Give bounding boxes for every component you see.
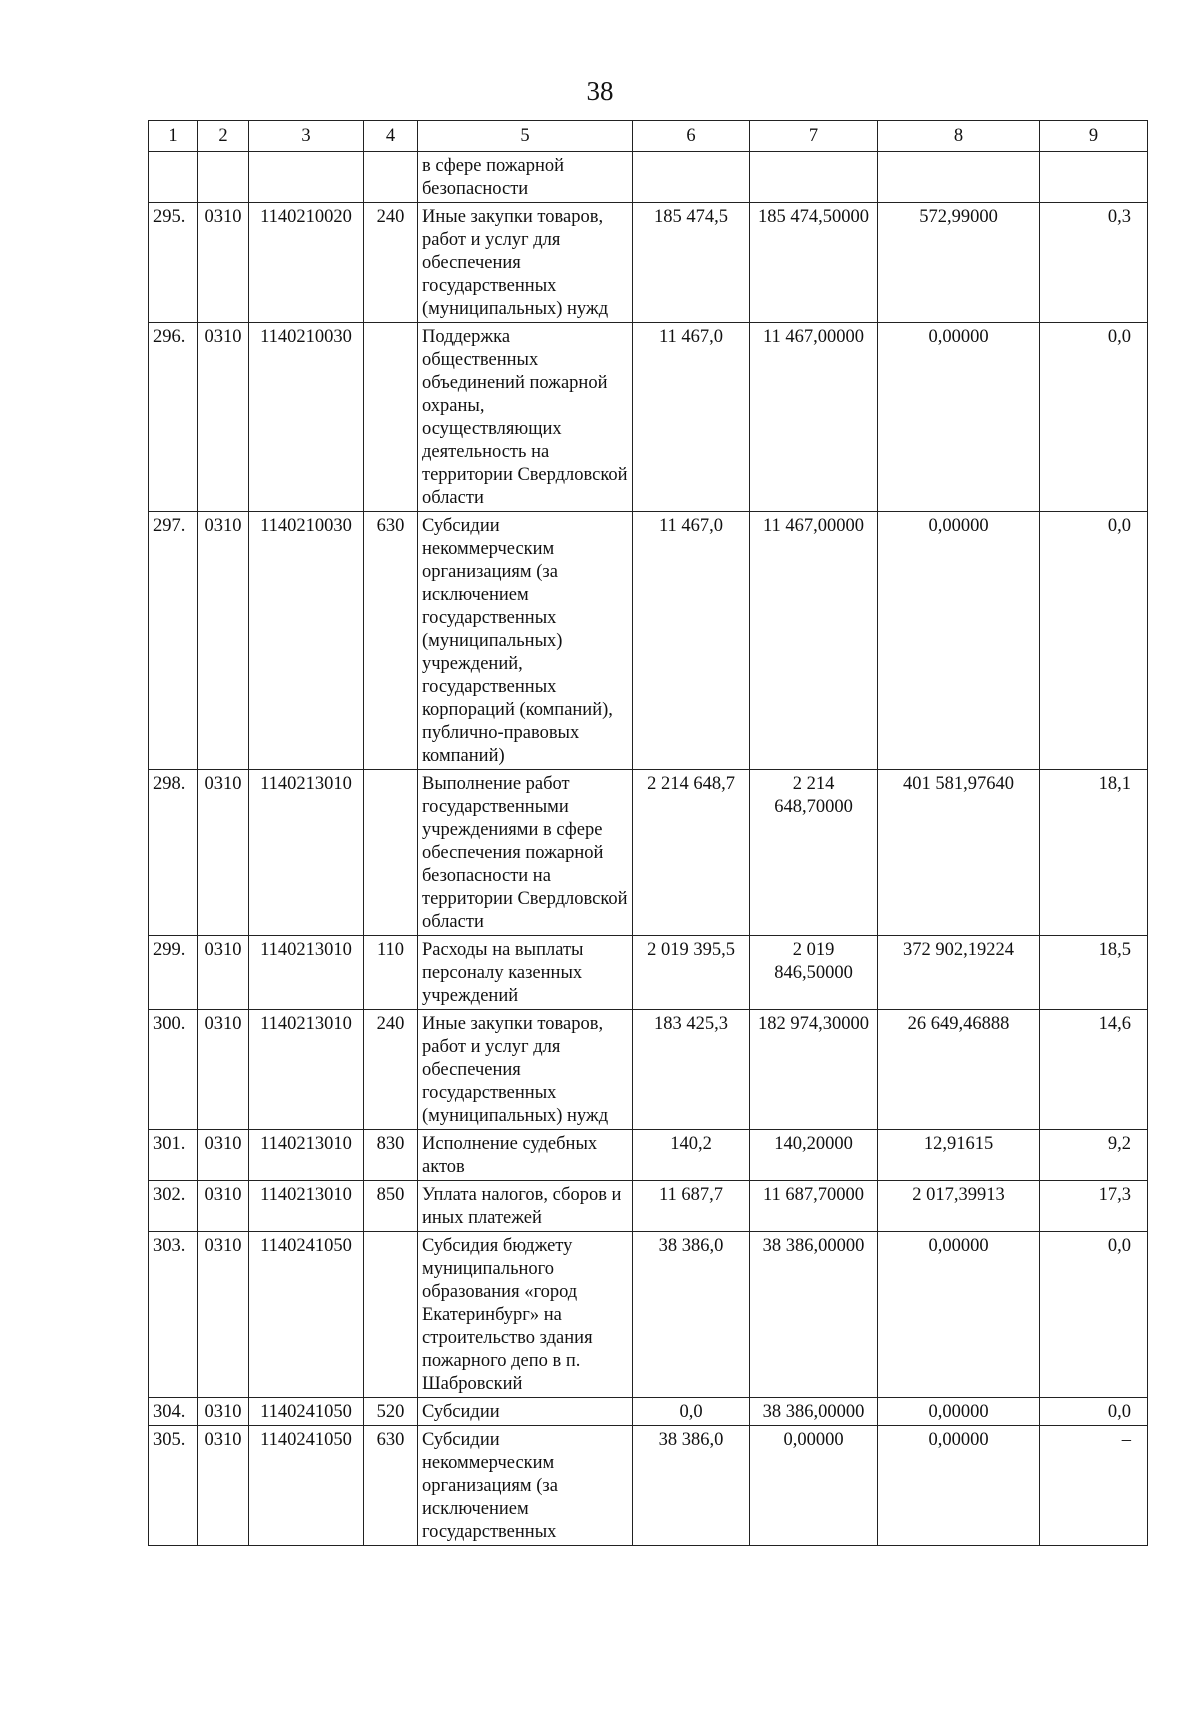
section-code: 0310: [198, 1398, 249, 1426]
table-row: [149, 1426, 1148, 1546]
execution-percent: 14,6: [1040, 1010, 1148, 1130]
executed-amount: 0,00000: [878, 1398, 1040, 1426]
table-row: [149, 512, 1148, 770]
item-name: Иные закупки товаров, работ и услуг для обеспечения государственных (муниципальных) нужд: [418, 203, 633, 323]
section-code: 0310: [198, 1426, 249, 1546]
section-code: 0310: [198, 936, 249, 1010]
item-name: Субсидии некоммерческим организациям (за исключением государственных (муниципальных) учреждений, государственных корпораций (компаний), публично-правовых компаний): [418, 512, 633, 770]
column-header: 3: [249, 121, 364, 152]
expense-type-code: [364, 770, 418, 936]
approved-amount: 185 474,50000: [750, 203, 878, 323]
expense-type-code: [364, 152, 418, 203]
table-row: [149, 1232, 1148, 1398]
planned-amount: 11 687,7: [633, 1181, 750, 1232]
expense-type-code: 850: [364, 1181, 418, 1232]
approved-amount: 38 386,00000: [750, 1398, 878, 1426]
expense-type-code: 630: [364, 1426, 418, 1546]
planned-amount: 2 214 648,7: [633, 770, 750, 936]
execution-percent: –: [1040, 1426, 1148, 1546]
item-name: Субсидии: [418, 1398, 633, 1426]
target-code: 1140241050: [249, 1426, 364, 1546]
executed-amount: 0,00000: [878, 1232, 1040, 1398]
table-body: [149, 152, 1148, 1546]
approved-amount: 140,20000: [750, 1130, 878, 1181]
target-code: 1140210020: [249, 203, 364, 323]
column-header: 1: [149, 121, 198, 152]
approved-amount: 11 467,00000: [750, 512, 878, 770]
approved-amount: 2 214 648,70000: [750, 770, 878, 936]
table-row: [149, 1181, 1148, 1232]
expense-type-code: 830: [364, 1130, 418, 1181]
section-code: 0310: [198, 1181, 249, 1232]
expense-type-code: [364, 323, 418, 512]
item-name: Субсидии некоммерческим организациям (за исключением государственных: [418, 1426, 633, 1546]
executed-amount: 401 581,97640: [878, 770, 1040, 936]
executed-amount: 12,91615: [878, 1130, 1040, 1181]
row-number: 295.: [149, 203, 198, 323]
row-number: [149, 152, 198, 203]
header-row: [149, 121, 1148, 152]
section-code: 0310: [198, 770, 249, 936]
target-code: 1140213010: [249, 1010, 364, 1130]
expense-type-code: 630: [364, 512, 418, 770]
item-name: Субсидия бюджету муниципального образования «город Екатеринбург» на строительство здания пожарного депо в п. Шабровский: [418, 1232, 633, 1398]
execution-percent: 9,2: [1040, 1130, 1148, 1181]
target-code: 1140213010: [249, 770, 364, 936]
planned-amount: 185 474,5: [633, 203, 750, 323]
section-code: 0310: [198, 1010, 249, 1130]
target-code: 1140213010: [249, 936, 364, 1010]
column-header: 2: [198, 121, 249, 152]
row-number: 304.: [149, 1398, 198, 1426]
column-header: 5: [418, 121, 633, 152]
column-header: 6: [633, 121, 750, 152]
execution-percent: 0,3: [1040, 203, 1148, 323]
page-number: 38: [586, 76, 614, 106]
table-row: [149, 1010, 1148, 1130]
executed-amount: 372 902,19224: [878, 936, 1040, 1010]
executed-amount: [878, 152, 1040, 203]
target-code: 1140210030: [249, 512, 364, 770]
item-name: в сфере пожарной безопасности: [418, 152, 633, 203]
row-number: 302.: [149, 1181, 198, 1232]
section-code: 0310: [198, 1130, 249, 1181]
table-row: [149, 1398, 1148, 1426]
column-header: 7: [750, 121, 878, 152]
planned-amount: 183 425,3: [633, 1010, 750, 1130]
table-row: [149, 936, 1148, 1010]
section-code: 0310: [198, 1232, 249, 1398]
planned-amount: 2 019 395,5: [633, 936, 750, 1010]
execution-percent: 0,0: [1040, 512, 1148, 770]
approved-amount: 11 467,00000: [750, 323, 878, 512]
executed-amount: 0,00000: [878, 512, 1040, 770]
approved-amount: 182 974,30000: [750, 1010, 878, 1130]
target-code: 1140210030: [249, 323, 364, 512]
section-code: 0310: [198, 512, 249, 770]
planned-amount: [633, 152, 750, 203]
planned-amount: 38 386,0: [633, 1426, 750, 1546]
target-code: [249, 152, 364, 203]
section-code: 0310: [198, 203, 249, 323]
execution-percent: 0,0: [1040, 1232, 1148, 1398]
executed-amount: 2 017,39913: [878, 1181, 1040, 1232]
approved-amount: 38 386,00000: [750, 1232, 878, 1398]
table-row: [149, 152, 1148, 203]
planned-amount: 11 467,0: [633, 512, 750, 770]
execution-percent: 18,5: [1040, 936, 1148, 1010]
row-number: 301.: [149, 1130, 198, 1181]
section-code: [198, 152, 249, 203]
planned-amount: 11 467,0: [633, 323, 750, 512]
approved-amount: 2 019 846,50000: [750, 936, 878, 1010]
table-row: [149, 203, 1148, 323]
expense-type-code: 240: [364, 1010, 418, 1130]
executed-amount: 572,99000: [878, 203, 1040, 323]
executed-amount: 0,00000: [878, 323, 1040, 512]
item-name: Расходы на выплаты персоналу казенных учреждений: [418, 936, 633, 1010]
approved-amount: [750, 152, 878, 203]
budget-table: [148, 120, 1148, 1546]
planned-amount: 140,2: [633, 1130, 750, 1181]
approved-amount: 11 687,70000: [750, 1181, 878, 1232]
item-name: Иные закупки товаров, работ и услуг для обеспечения государственных (муниципальных) нужд: [418, 1010, 633, 1130]
row-number: 297.: [149, 512, 198, 770]
execution-percent: 0,0: [1040, 1398, 1148, 1426]
execution-percent: 0,0: [1040, 323, 1148, 512]
planned-amount: 38 386,0: [633, 1232, 750, 1398]
target-code: 1140241050: [249, 1232, 364, 1398]
row-number: 300.: [149, 1010, 198, 1130]
expense-type-code: 110: [364, 936, 418, 1010]
row-number: 305.: [149, 1426, 198, 1546]
item-name: Исполнение судебных актов: [418, 1130, 633, 1181]
column-header: 9: [1040, 121, 1148, 152]
row-number: 296.: [149, 323, 198, 512]
expense-type-code: 520: [364, 1398, 418, 1426]
execution-percent: 17,3: [1040, 1181, 1148, 1232]
target-code: 1140241050: [249, 1398, 364, 1426]
item-name: Выполнение работ государственными учреждениями в сфере обеспечения пожарной безопасности на территории Свердловской области: [418, 770, 633, 936]
executed-amount: 26 649,46888: [878, 1010, 1040, 1130]
table-row: [149, 1130, 1148, 1181]
item-name: Поддержка общественных объединений пожарной охраны, осуществляющих деятельность на территории Свердловской области: [418, 323, 633, 512]
executed-amount: 0,00000: [878, 1426, 1040, 1546]
planned-amount: 0,0: [633, 1398, 750, 1426]
table-row: [149, 770, 1148, 936]
row-number: 303.: [149, 1232, 198, 1398]
column-header: 4: [364, 121, 418, 152]
target-code: 1140213010: [249, 1181, 364, 1232]
column-header: 8: [878, 121, 1040, 152]
expense-type-code: 240: [364, 203, 418, 323]
table-row: [149, 323, 1148, 512]
target-code: 1140213010: [249, 1130, 364, 1181]
table-header: [149, 121, 1148, 152]
execution-percent: 18,1: [1040, 770, 1148, 936]
expense-type-code: [364, 1232, 418, 1398]
section-code: 0310: [198, 323, 249, 512]
execution-percent: [1040, 152, 1148, 203]
item-name: Уплата налогов, сборов и иных платежей: [418, 1181, 633, 1232]
row-number: 299.: [149, 936, 198, 1010]
row-number: 298.: [149, 770, 198, 936]
approved-amount: 0,00000: [750, 1426, 878, 1546]
